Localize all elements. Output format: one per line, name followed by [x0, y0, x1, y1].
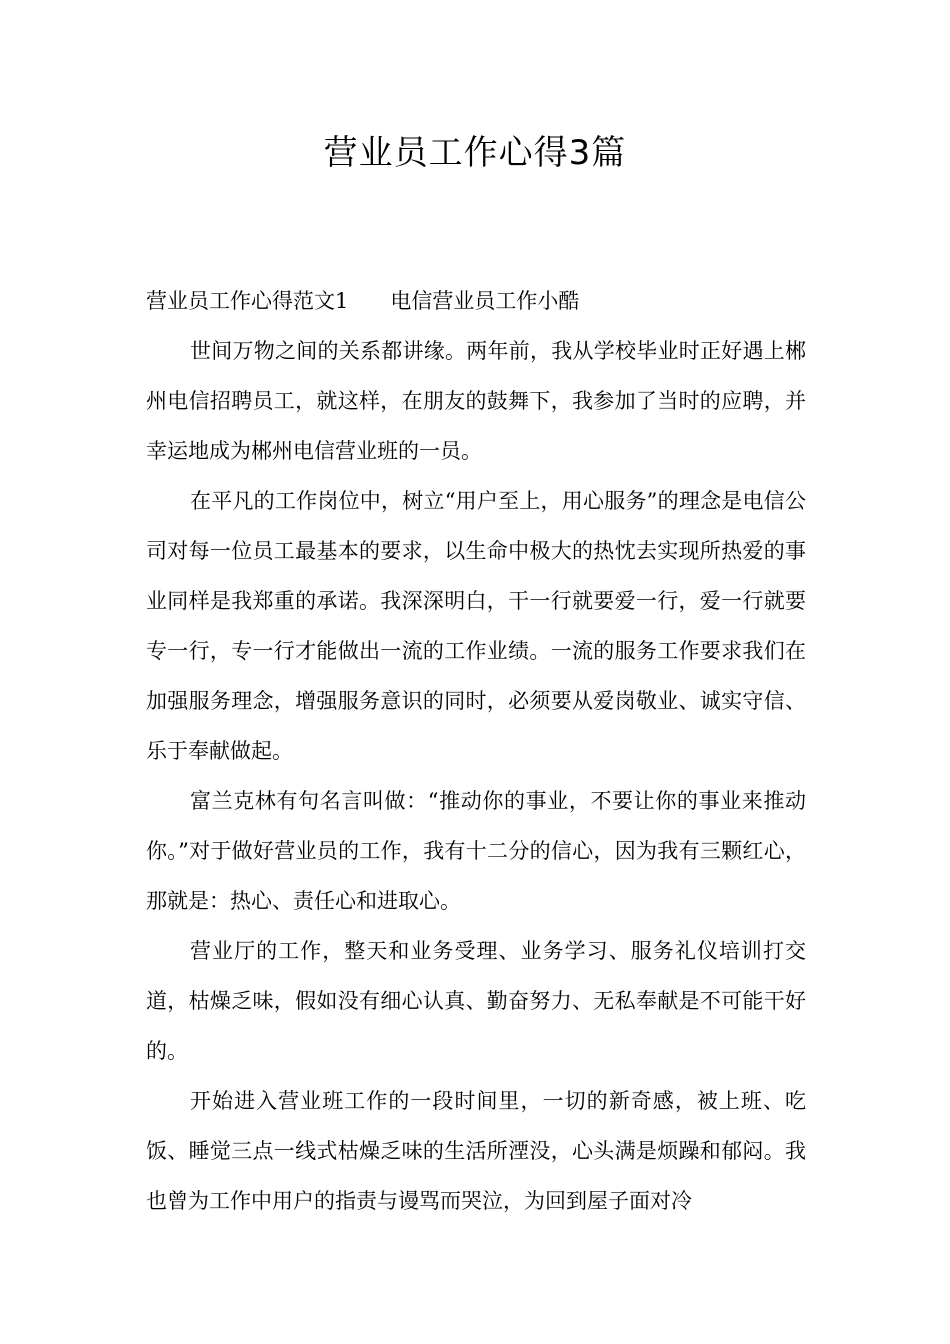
- paragraph: 开始进入营业班工作的一段时间里，一切的新奇感，被上班、吃饭、睡觉三点一线式枯燥乏味的生活所湮没，心头满是烦躁和郁闷。我也曾为工作中用户的指责与谩骂而哭泣，为回到屋子面对冷: [146, 1089, 806, 1213]
- document-body: [146, 276, 806, 1226]
- paragraph: 富兰克林有句名言叫做：“推动你的事业，不要让你的事业来推动你。”对于做好营业员的工作，我有十二分的信心，因为我有三颗红心，那就是：热心、责任心和进取心。: [146, 789, 806, 913]
- subtitle-part-1: 营业员工作心得范文1: [146, 289, 349, 313]
- section-subtitle: [146, 276, 806, 326]
- paragraph: 世间万物之间的关系都讲缘。两年前，我从学校毕业时正好遇上郴州电信招聘员工，就这样，在朋友的鼓舞下，我参加了当时的应聘，并幸运地成为郴州电信营业班的一员。: [146, 339, 806, 463]
- subtitle-part-2: 电信营业员工作小酷: [390, 289, 580, 313]
- paragraph: 营业厅的工作，整天和业务受理、业务学习、服务礼仪培训打交道，枯燥乏味，假如没有细心认真、勤奋努力、无私奉献是不可能干好的。: [146, 939, 806, 1063]
- document-title: 营业员工作心得3篇: [323, 133, 627, 173]
- paragraph: 在平凡的工作岗位中，树立“用户至上，用心服务”的理念是电信公司对每一位员工最基本的要求，以生命中极大的热忱去实现所热爱的事业同样是我郑重的承诺。我深深明白，干一行就要爱一行，爱一行就要专一行，专一行才能做出一流的工作业绩。一流的服务工作要求我们在加强服务理念，增强服务意识的同时，必须要从爱岗敬业、诚实守信、乐于奉献做起。: [146, 489, 806, 763]
